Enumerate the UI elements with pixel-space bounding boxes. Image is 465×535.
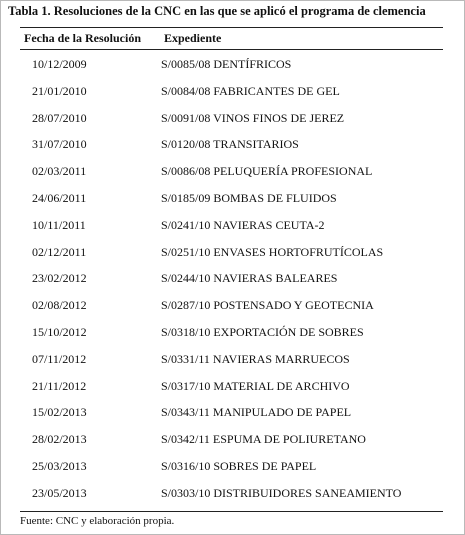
row-date: 15/10/2012 [32, 324, 87, 339]
header-date: Fecha de la Resolución [24, 31, 141, 45]
row-date: 23/02/2012 [32, 271, 87, 286]
table-row [20, 432, 443, 459]
row-expediente: S/0086/08 PELUQUERÍA PROFESIONAL [161, 164, 373, 179]
row-date: 21/01/2010 [32, 83, 87, 98]
row-expediente: S/0316/10 SOBRES DE PAPEL [161, 458, 317, 473]
table-row [20, 405, 443, 432]
header-expediente: Expediente [164, 31, 222, 45]
table-row [20, 164, 443, 191]
table-row [20, 191, 443, 218]
table-title: Tabla 1. Resoluciones de la CNC en las que se aplicó el programa de clemencia [8, 4, 426, 18]
row-expediente: S/0091/08 VINOS FINOS DE JEREZ [161, 110, 345, 125]
table-body [20, 57, 443, 513]
row-expediente: S/0342/11 ESPUMA DE POLIURETANO [161, 432, 366, 447]
row-date: 15/02/2013 [32, 405, 87, 420]
row-expediente: S/0303/10 DISTRIBUIDORES SANEAMIENTO [161, 485, 402, 500]
table-row [20, 218, 443, 245]
table-row [20, 486, 443, 513]
table-row [20, 379, 443, 406]
row-expediente: S/0251/10 ENVASES HORTOFRUTÍCOLAS [161, 244, 384, 259]
table-row [20, 111, 443, 138]
row-date: 02/08/2012 [32, 298, 87, 313]
table-row [20, 57, 443, 84]
table-row [20, 325, 443, 352]
row-date: 10/11/2011 [32, 217, 86, 232]
row-date: 10/12/2009 [32, 57, 87, 71]
row-expediente: S/0241/10 NAVIERAS CEUTA-2 [161, 217, 325, 232]
row-date: 24/06/2011 [32, 190, 87, 205]
row-date: 02/03/2011 [32, 164, 87, 179]
row-expediente: S/0317/10 MATERIAL DE ARCHIVO [161, 378, 350, 393]
table-row [20, 84, 443, 111]
row-expediente: S/0244/10 NAVIERAS BALEARES [161, 271, 338, 286]
row-date: 07/11/2012 [32, 351, 87, 366]
row-date: 28/02/2013 [32, 432, 87, 447]
row-expediente: S/0084/08 FABRICANTES DE GEL [161, 83, 340, 98]
table-row [20, 271, 443, 298]
table-source: Fuente: CNC y elaboración propia. [20, 515, 175, 527]
row-date: 21/11/2012 [32, 378, 87, 393]
row-expediente: S/0185/09 BOMBAS DE FLUIDOS [161, 190, 337, 205]
header-rule [20, 49, 443, 50]
row-expediente: S/0331/11 NAVIERAS MARRUECOS [161, 351, 350, 366]
table-row [20, 245, 443, 272]
row-date: 23/05/2013 [32, 485, 87, 500]
table-row [20, 352, 443, 379]
row-date: 02/12/2011 [32, 244, 87, 259]
top-rule [20, 27, 443, 28]
row-expediente: S/0120/08 TRANSITARIOS [161, 137, 299, 152]
row-expediente: S/0318/10 EXPORTACIÓN DE SOBRES [161, 324, 364, 339]
row-expediente: S/0287/10 POSTENSADO Y GEOTECNIA [161, 298, 374, 313]
row-date: 25/03/2013 [32, 458, 87, 473]
row-date: 28/07/2010 [32, 110, 87, 125]
row-date: 31/07/2010 [32, 137, 87, 152]
table-row [20, 298, 443, 325]
row-expediente: S/0343/11 MANIPULADO DE PAPEL [161, 405, 352, 420]
bottom-rule [20, 511, 443, 512]
table-row [20, 137, 443, 164]
table-row [20, 459, 443, 486]
row-expediente: S/0085/08 DENTÍFRICOS [161, 57, 292, 71]
